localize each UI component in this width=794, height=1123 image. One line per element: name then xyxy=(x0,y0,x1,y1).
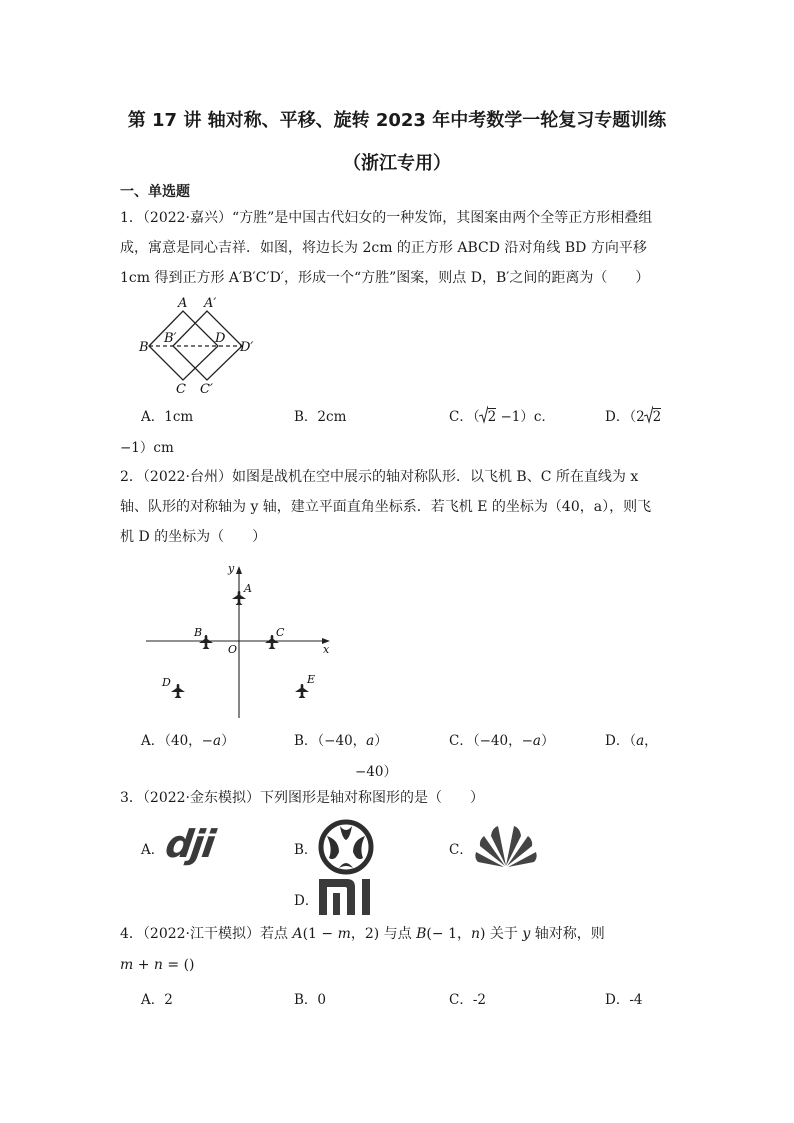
q2-option-a: A．（40，−a） xyxy=(141,733,235,749)
q2-option-c: C．（−40，−a） xyxy=(449,733,555,749)
label-B: B xyxy=(139,340,149,355)
q1-option-d-continued: −1）cm xyxy=(120,440,174,456)
q2-option-d-continued: −40） xyxy=(355,764,397,780)
origin-label: O xyxy=(228,643,238,656)
axis-label-x: x xyxy=(323,643,330,656)
label-C: C xyxy=(176,382,186,397)
dji-logo: dji xyxy=(162,822,217,866)
label-D: D xyxy=(215,331,226,346)
q2-figure-coordinate-plane xyxy=(140,556,340,722)
q3-option-d: D． xyxy=(294,893,319,909)
point-label-d: D xyxy=(162,676,171,689)
q1-figure-fangsheng xyxy=(136,292,266,398)
q1-option-a: A．1cm xyxy=(141,409,194,425)
q3-option-a: A． xyxy=(141,842,165,858)
q1-text-line1: 1．（2022·嘉兴）“方胜”是中国古代妇女的一种发饰，其图案由两个全等正方形相叠组 xyxy=(120,210,653,226)
q2-text-line1: 2．（2022·台州）如图是战机在空中展示的轴对称队形．以飞机 B、C 所在直线为 x xyxy=(120,469,639,485)
label-A-prime: A′ xyxy=(204,296,217,311)
point-label-c: C xyxy=(276,626,285,639)
point-label-e: E xyxy=(307,673,316,686)
q3-option-c: C． xyxy=(449,842,473,858)
q4-text-line2: m + n = () xyxy=(120,957,195,973)
q2-text-line3: 机 D 的坐标为（ ） xyxy=(120,529,267,545)
sqrt-symbol: 2 xyxy=(480,409,497,425)
y-axis-arrow-icon xyxy=(236,566,242,574)
huawei-logo xyxy=(472,822,540,868)
q1-option-c: C．（ 2 −1）c． xyxy=(449,405,555,425)
q2-option-b: B．（−40，a） xyxy=(294,733,388,749)
plane-d-icon xyxy=(171,684,185,698)
q2-text-line2: 轴、队形的对称轴为 y 轴，建立平面直角坐标系．若飞机 E 的坐标为（40，a），则飞 xyxy=(120,499,652,515)
sqrt-symbol: 2 xyxy=(645,409,662,425)
mi-logo xyxy=(317,877,373,917)
q4-option-c: C．-2 xyxy=(449,992,486,1008)
q1-text-line2: 成，寓意是同心吉祥．如图，将边长为 2cm 的正方形 ABCD 沿对角线 BD 方向平移 xyxy=(120,240,647,256)
document-subtitle: （浙江专用） xyxy=(343,153,451,174)
q4-option-d: D．-4 xyxy=(605,992,643,1008)
label-C-prime: C′ xyxy=(200,382,213,397)
label-B-prime: B′ xyxy=(164,331,177,346)
q4-option-b: B．0 xyxy=(294,992,327,1008)
q3-option-b: B． xyxy=(294,842,318,858)
document-title: 第 17 讲 轴对称、平移、旋转 2023 年中考数学一轮复习专题训练 xyxy=(127,110,667,131)
q4-option-a: A．2 xyxy=(141,992,173,1008)
q2-option-d: D．（a， xyxy=(605,733,658,749)
axis-label-y: y xyxy=(228,562,235,575)
point-label-a: A xyxy=(244,582,252,595)
section-heading: 一、单选题 xyxy=(120,184,190,200)
q4-text-line1: 4．（2022·江干模拟）若点 A(1 − m，2) 与点 B(− 1，n) 关于 y 轴对称，则 xyxy=(120,926,605,942)
dongfeng-logo xyxy=(317,818,375,876)
plane-e-icon xyxy=(295,684,309,698)
q3-text-line1: 3．（2022·金东模拟）下列图形是轴对称图形的是（ ） xyxy=(120,790,484,806)
point-label-b: B xyxy=(194,626,203,639)
q1-option-d: D．（2 2 xyxy=(605,405,661,425)
label-A: A xyxy=(178,296,188,311)
q1-text-line3: 1cm 得到正方形 A′B′C′D′，形成一个“方胜”图案，则点 D，B′之间的距离为（ ） xyxy=(120,270,650,286)
q1-option-b: B．2cm xyxy=(294,409,347,425)
label-D-prime: D′ xyxy=(240,340,254,355)
